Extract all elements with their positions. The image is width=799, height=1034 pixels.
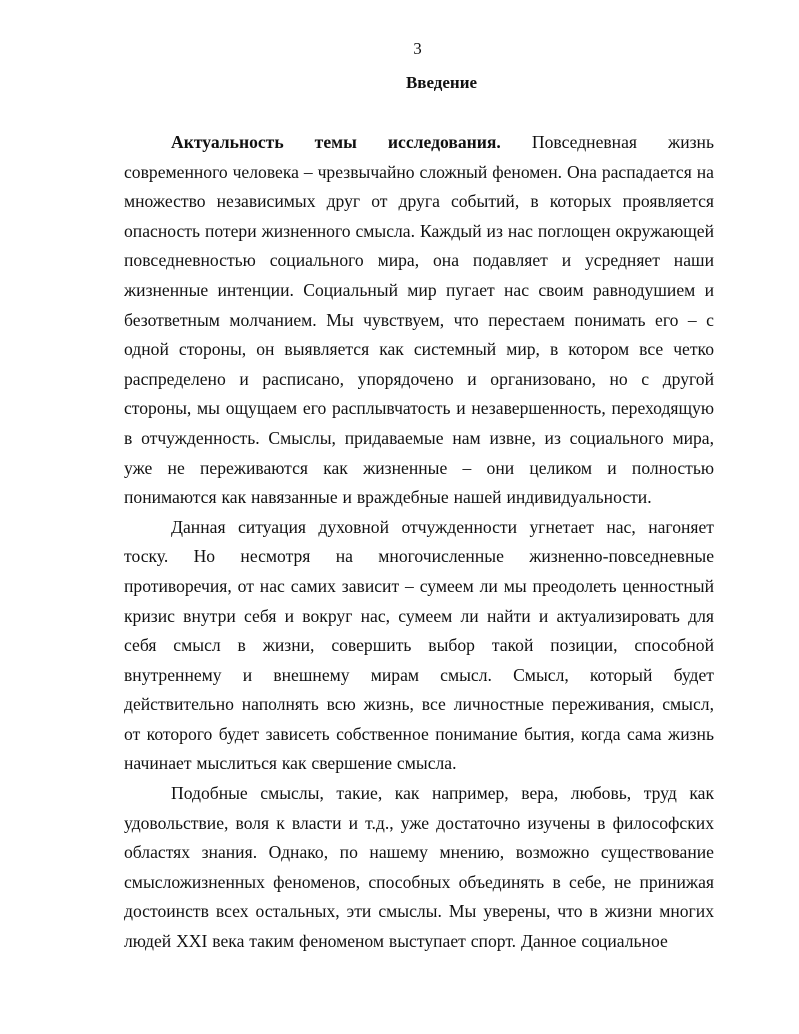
- paragraph-1-text: Повседневная жизнь современного человека – чрезвычайно сложный феномен. Она распадается на множество независимых друг от друга событий, в которых проявляется опасность потери жизненного смысла. Каждый из нас поглощен окружающей повседневностью социального мира, она подавляет и усредняет наши жизненные интенции. Социальный мир пугает нас своим равнодушием и безответным молчанием. Мы чувствуем, что перестаем понимать его – с одной стороны, он выявляется как системный мир, в котором все четко распределено и расписано, упорядочено и организовано, но с другой стороны, мы ощущаем его расплывчатость и незавершенность, переходящую в отчужденность. Смыслы, придаваемые нам извне, из социального мира, уже не переживаются как жизненные – они целиком и полностью понимаются как навязанные и враждебные нашей индивидуальности.: [124, 132, 714, 508]
- paragraph-lead: Актуальность темы исследования.: [171, 132, 501, 152]
- paragraph-2: Данная ситуация духовной отчужденности угнетает нас, нагоняет тоску. Но несмотря на многочисленные жизненно-повседневные противоречия, от нас самих зависит – сумеем ли мы преодолеть ценностный кризис внутри себя и вокруг нас, сумеем ли найти и актуализировать для себя смысл в жизни, совершить выбор такой позиции, способной внутреннему и внешнему мирам смысл. Смысл, который будет действительно наполнять всю жизнь, все личностные переживания, смысл, от которого будет зависеть собственное понимание бытия, когда сама жизнь начинает мыслиться как свершение смысла.: [124, 516, 714, 774]
- page-number: 3: [413, 39, 422, 58]
- paragraph-3: Подобные смыслы, такие, как например, вера, любовь, труд как удовольствие, воля к власти и т.д., уже достаточно изучены в философских областях знания. Однако, по нашему мнению, возможно существование смысложизненных феноменов, способных объединять в себе, не принижая достоинств всех остальных, эти смыслы. Мы уверены, что в жизни многих людей XXI века таким феноменом выступает спорт. Данное социальное: [124, 783, 714, 952]
- paragraph-1: [124, 128, 714, 513]
- section-heading: Введение: [405, 73, 478, 92]
- body-text: [124, 128, 714, 957]
